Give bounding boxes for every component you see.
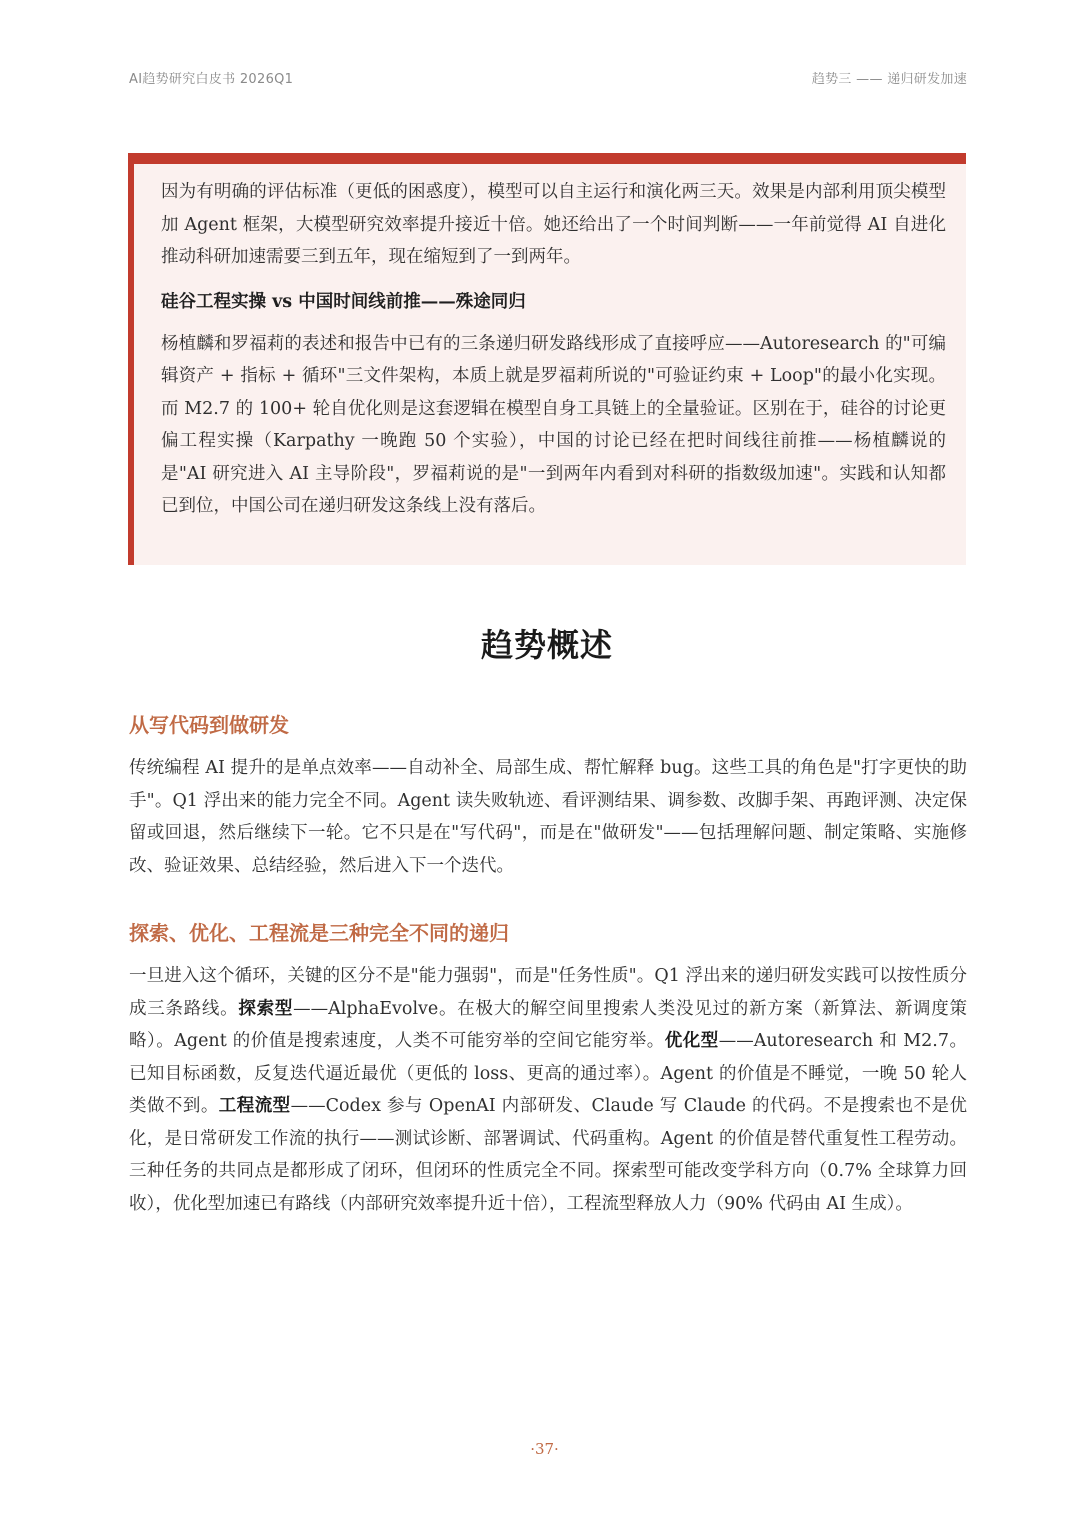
term-engineering-flow: 工程流型 xyxy=(218,1096,291,1116)
term-optimization: 优化型 xyxy=(664,1031,719,1051)
paragraph-code-to-research: 传统编程 AI 提升的是单点效率——自动补全、局部生成、帮忙解释 bug。这些工具的角色是"打字更快的助手"。Q1 浮出来的能力完全不同。Agent 读失败轨迹、看评测结果、调参数、改脚手架、再跑评测、决定保留或回退，然后继续下一轮。它不只是在"写代码"，而是在"做研发"——包括理解问题、制定策略、实施修改、验证效果、总结经验，然后进入下一个迭代。 xyxy=(129,758,967,876)
paragraph-text: ——Codex 参与 OpenAI 内部研发、Claude 写 Claude 的代码。不是搜索也不是优化，是日常研发工作流的执行——测试诊断、部署调试、代码重构。Agent 的价值是替代重复性工程劳动。三种任务的共同点是都形成了闭环，但闭环的性质完全不同。探索型可能改变学科方向（0.7% 全球算力回收），优化型加速已有路线（内部研究效率提升近十倍），工程流型释放人力（90% 代码由 AI 生成）。 xyxy=(129,1096,968,1214)
running-header xyxy=(129,68,967,87)
callout-box xyxy=(128,153,966,565)
paragraph-three-recursions xyxy=(129,960,967,1220)
term-exploration: 探索型 xyxy=(238,998,294,1019)
subheading-three-recursions: 探索、优化、工程流是三种完全不同的递归 xyxy=(129,921,509,945)
subheading-code-to-research: 从写代码到做研发 xyxy=(129,713,289,737)
page-number: ·37· xyxy=(530,1440,559,1458)
paragraph-text: 一旦进入这个循环，关键的区分不是"能力强弱"，而是"任务性质"。Q1 浮出来的递归研发实践可以按性质分成三条路线。 xyxy=(129,966,967,1019)
header-chapter-title: 趋势三 —— 递归研发加速 xyxy=(811,72,967,87)
paragraph-text: ——AlphaEvolve。在极大的解空间里搜索人类没见过的新方案（新算法、新调度策略）。Agent 的价值是搜索速度，人类不可能穷举的空间它能穷举。 xyxy=(129,998,968,1051)
callout-heading: 硅谷工程实操 vs 中国时间线前推——殊途同归 xyxy=(161,291,526,312)
section-title: 趋势概述 xyxy=(480,626,613,664)
callout-paragraph-1: 因为有明确的评估标准（更低的困惑度），模型可以自主运行和演化两三天。效果是内部利用顶尖模型加 Agent 框架，大模型研究效率提升接近十倍。她还给出了一个时间判断——一年前觉得 AI 自进化推动科研加速需要三到五年，现在缩短到了一到两年。 xyxy=(161,182,946,267)
callout-paragraph-2: 杨植麟和罗福莉的表述和报告中已有的三条递归研发路线形成了直接呼应——Autoresearch 的"可编辑资产 + 指标 + 循环"三文件架构，本质上就是罗福莉所说的"可验证约束 + Loop"的最小化实现。而 M2.7 的 100+ 轮自优化则是这套逻辑在模型自身工具链上的全量验证。区别在于，硅谷的讨论更偏工程实操（Karpathy 一晚跑 50 个实验），中国的讨论已经在把时间线往前推——杨植麟说的是"AI 研究进入 AI 主导阶段"，罗福莉说的是"一到两年内看到对科研的指数级加速"。实践和认知都已到位，中国公司在递归研发这条线上没有落后。 xyxy=(161,333,946,516)
header-doc-title: AI趋势研究白皮书 2026Q1 xyxy=(129,72,294,87)
paragraph-text: ——Autoresearch 和 M2.7。已知目标函数，反复迭代逼近最优（更低的 loss、更高的通过率）。Agent 的价值是不睡觉，一晚 50 轮人类做不到。 xyxy=(129,1031,968,1116)
